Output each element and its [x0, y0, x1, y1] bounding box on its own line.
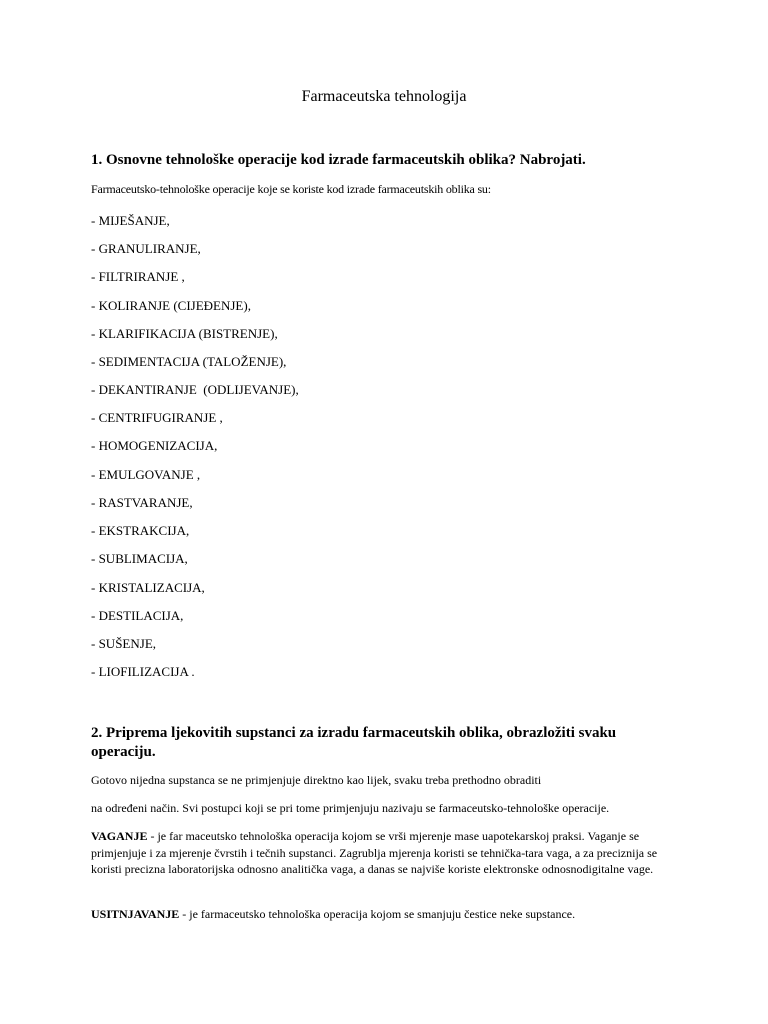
list-item: - RASTVARANJE, — [91, 495, 193, 510]
list-item: - KLARIFIKACIJA (BISTRENJE), — [91, 326, 278, 341]
list-item: - DEKANTIRANJE (ODLIJEVANJE), — [91, 382, 299, 397]
list-item: - EKSTRAKCIJA, — [91, 523, 190, 538]
usitnjavanje-paragraph — [91, 906, 681, 923]
vaganje-term: VAGANJE — [91, 829, 148, 843]
question-2-heading-line-2: operaciju. — [91, 744, 156, 760]
list-item: - SEDIMENTACIJA (TALOŽENJE), — [91, 354, 287, 369]
list-item: - SUŠENJE, — [91, 636, 157, 651]
vaganje-description: - je far maceutsko tehnološka operacija kojom se vrši mjerenje mase uapotekarskoj praksi. Vaganje se primjenjuje i za mjerenje čvrstih i tečnih supstanci. Zagrublja mjerenja koristi se tehnička-tara vaga, a za preciznija se koristi precizna laboratorijska odnosno analitička vaga, a danas se najviše koriste elektronske odnosnodigitalne vage. — [91, 829, 658, 876]
vaganje-paragraph — [91, 828, 681, 878]
list-item: - FILTRIRANJE , — [91, 269, 185, 284]
list-item: - HOMOGENIZACIJA, — [91, 438, 218, 453]
list-item: - KRISTALIZACIJA, — [91, 580, 205, 595]
usitnjavanje-term: USITNJAVANJE — [91, 907, 180, 921]
question-1-heading: 1. Osnovne tehnološke operacije kod izrade farmaceutskih oblika? Nabrojati. — [91, 152, 586, 168]
list-item: - KOLIRANJE (CIJEĐENJE), — [91, 298, 251, 313]
list-item: - CENTRIFUGIRANJE , — [91, 410, 223, 425]
list-item: - DESTILACIJA, — [91, 608, 184, 623]
list-item: - GRANULIRANJE, — [91, 241, 201, 256]
document-title: Farmaceutska tehnologija — [301, 88, 467, 105]
list-item: - LIOFILIZACIJA . — [91, 664, 195, 679]
question-1-intro: Farmaceutsko-tehnološke operacije koje se koriste kod izrade farmaceutskih oblika su: — [91, 182, 491, 196]
question-2-paragraph-2: na određeni način. Svi postupci koji se pri tome primjenjuju nazivaju se farmaceutsko-tehnološke operacije. — [91, 801, 610, 815]
list-item: - MIJEŠANJE, — [91, 213, 170, 228]
question-2-heading-line-1: 2. Priprema ljekovitih supstanci za izradu farmaceutskih oblika, obrazložiti svaku — [91, 725, 617, 741]
list-item: - SUBLIMACIJA, — [91, 551, 188, 566]
list-item: - EMULGOVANJE , — [91, 467, 201, 482]
usitnjavanje-description: - je farmaceutsko tehnološka operacija kojom se smanjuju čestice neke supstance. — [179, 907, 576, 921]
question-2-paragraph-1: Gotovo nijedna supstanca se ne primjenjuje direktno kao lijek, svaku treba prethodno obraditi — [91, 773, 542, 787]
